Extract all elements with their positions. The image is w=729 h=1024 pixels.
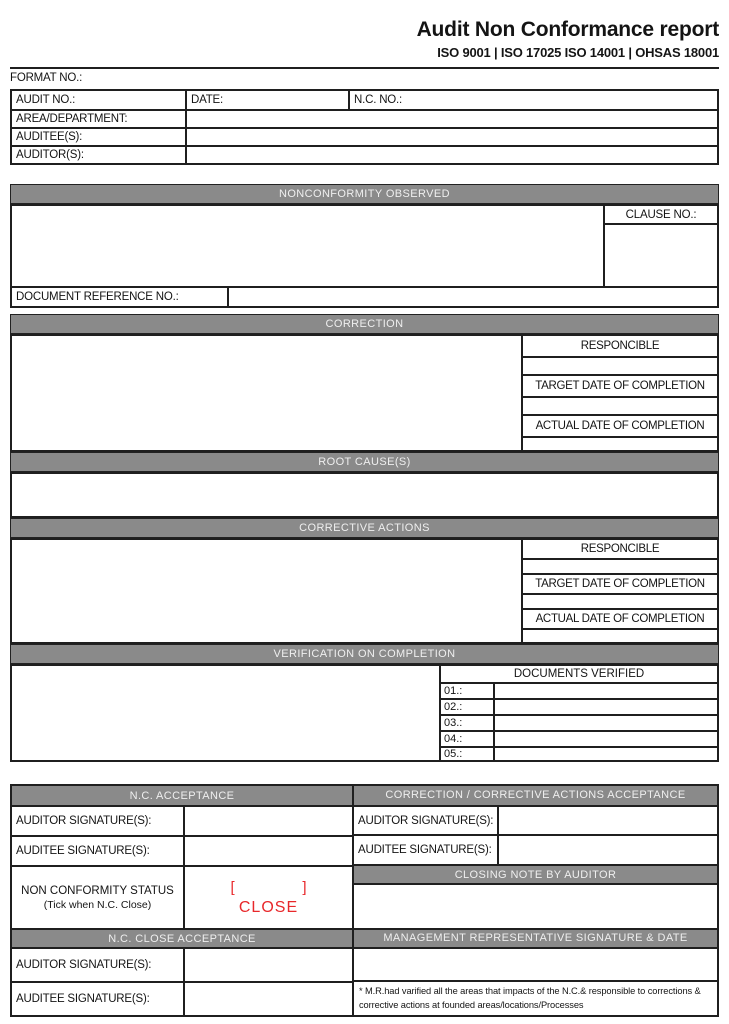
nc-acceptance-auditor-field[interactable] (185, 807, 352, 835)
doc-row-label: 01.: (441, 684, 495, 698)
doc-row-field-1[interactable] (495, 684, 717, 698)
corrective-actions-field[interactable] (12, 540, 523, 642)
correction-acceptance-auditee-field[interactable] (499, 836, 717, 864)
acceptance-block (10, 784, 719, 1017)
corrective-target-date-label: TARGET DATE OF COMPLETION (523, 575, 717, 595)
section-bar-root-cause (10, 452, 719, 472)
area-department-field[interactable] (185, 109, 717, 127)
section-bar-management-representative (354, 928, 717, 947)
management-signature-field[interactable] (354, 947, 717, 980)
doc-row-label: 04.: (441, 732, 495, 746)
section-title: CORRECTION (325, 318, 404, 330)
verification-field[interactable] (12, 666, 441, 760)
spacer (10, 165, 719, 184)
section-title: CLOSING NOTE BY AUDITOR (454, 868, 617, 881)
auditors-label: AUDITOR(S): (12, 145, 185, 163)
correction-responsible-label: RESPONCIBLE (523, 336, 717, 358)
section-bar-nc-close-acceptance (12, 928, 352, 947)
correction-target-date-field[interactable] (523, 398, 717, 416)
corrective-responsible-label: RESPONCIBLE (523, 540, 717, 560)
tick-brackets[interactable] (231, 879, 307, 896)
correction-field[interactable] (12, 336, 523, 450)
doc-row-label: 02.: (441, 700, 495, 714)
nc-acceptance-auditee-field[interactable] (185, 837, 352, 865)
clause-no-field[interactable] (605, 225, 717, 286)
documents-verified-label: DOCUMENTS VERIFIED (441, 666, 717, 684)
corrective-actual-date-field[interactable] (523, 630, 717, 642)
clause-no-label: CLAUSE NO.: (605, 206, 717, 225)
area-department-label: AREA/DEPARTMENT: (12, 109, 185, 127)
section-title: N.C. ACCEPTANCE (129, 789, 235, 802)
doc-row-field-5[interactable] (495, 748, 717, 760)
iso-standards-subtitle: ISO 9001 | ISO 17025 ISO 14001 | OHSAS 18001 (437, 45, 719, 60)
document-reference-field[interactable] (229, 288, 717, 306)
section-title: NONCONFORMITY OBSERVED (279, 188, 450, 200)
bracket-close: ] (302, 878, 307, 896)
section-title: N.C. CLOSE ACCEPTANCE (108, 932, 256, 945)
doc-row-field-3[interactable] (495, 716, 717, 730)
correction-actual-date-field[interactable] (523, 438, 717, 450)
audit-info-table (10, 89, 719, 165)
nc-acceptance-auditee-label: AUDITEE SIGNATURE(S): (12, 837, 185, 865)
section-title: CORRECTION / CORRECTIVE ACTIONS ACCEPTANCE (385, 789, 686, 802)
doc-row-field-2[interactable] (495, 700, 717, 714)
page-title: Audit Non Conformance report (416, 18, 719, 41)
auditees-field[interactable] (185, 127, 717, 145)
nc-status-sub-label: (Tick when N.C. Close) (43, 898, 152, 911)
format-no-label: FORMAT NO.: (10, 72, 83, 84)
format-no-row (10, 69, 719, 87)
section-bar-nonconformity-observed (10, 184, 719, 204)
format-no-field[interactable] (82, 69, 719, 87)
spacer (10, 762, 719, 784)
doc-row-label: 05.: (441, 748, 495, 760)
section-bar-nc-acceptance (12, 786, 352, 805)
section-title: CORRECTIVE ACTIONS (299, 522, 430, 534)
close-acceptance-auditor-label: AUDITOR SIGNATURE(S): (12, 949, 185, 981)
corrective-target-date-field[interactable] (523, 595, 717, 610)
correction-acceptance-auditee-label: AUDITEE SIGNATURE(S): (354, 836, 499, 864)
close-acceptance-auditee-label: AUDITEE SIGNATURE(S): (12, 983, 185, 1015)
document-reference-label: DOCUMENT REFERENCE NO.: (12, 288, 229, 306)
section-bar-correction-acceptance (354, 786, 717, 805)
doc-row-field-4[interactable] (495, 732, 717, 746)
close-acceptance-auditee-field[interactable] (185, 983, 352, 1015)
close-label: CLOSE (238, 898, 299, 916)
correction-responsible-field[interactable] (523, 358, 717, 376)
root-cause-field[interactable] (10, 472, 719, 518)
section-bar-verification (10, 644, 719, 664)
nc-status-label-cell (12, 867, 185, 928)
nc-acceptance-auditor-label: AUDITOR SIGNATURE(S): (12, 807, 185, 835)
corrective-actions-table (10, 538, 719, 644)
closing-note-field[interactable] (354, 883, 717, 928)
correction-acceptance-auditor-field[interactable] (499, 807, 717, 835)
section-title: ROOT CAUSE(S) (318, 456, 411, 468)
date-label: DATE: (185, 91, 348, 109)
correction-target-date-label: TARGET DATE OF COMPLETION (523, 376, 717, 398)
section-bar-closing-note (354, 864, 717, 883)
auditors-field[interactable] (185, 145, 717, 163)
corrective-responsible-field[interactable] (523, 560, 717, 575)
correction-actual-date-label: ACTUAL DATE OF COMPLETION (523, 416, 717, 438)
section-bar-correction (10, 314, 719, 334)
auditees-label: AUDITEE(S): (12, 127, 185, 145)
corrective-actual-date-label: ACTUAL DATE OF COMPLETION (523, 610, 717, 630)
verification-table (10, 664, 719, 762)
mr-footnote: * M.R.had varified all the areas that impacts of the N.C.& responsible to corrections & corrective actions at founded areas/locations/Processes (359, 986, 701, 1010)
section-bar-corrective-actions (10, 518, 719, 538)
nc-status-label: NON CONFORMITY STATUS (21, 884, 174, 897)
nonconformity-observed-field[interactable] (12, 206, 605, 286)
bracket-open: [ (230, 878, 235, 896)
section-title: MANAGEMENT REPRESENTATIVE SIGNATURE & DATE (383, 932, 688, 945)
nonconformity-table (10, 204, 719, 308)
close-acceptance-auditor-field[interactable] (185, 949, 352, 981)
nc-close-tick-area[interactable] (185, 867, 352, 928)
nc-no-label: N.C. NO.: (348, 91, 717, 109)
correction-table (10, 334, 719, 452)
correction-acceptance-auditor-label: AUDITOR SIGNATURE(S): (354, 807, 499, 835)
audit-no-label: AUDIT NO.: (16, 94, 76, 106)
doc-row-label: 03.: (441, 716, 495, 730)
section-title: VERIFICATION ON COMPLETION (273, 648, 456, 660)
